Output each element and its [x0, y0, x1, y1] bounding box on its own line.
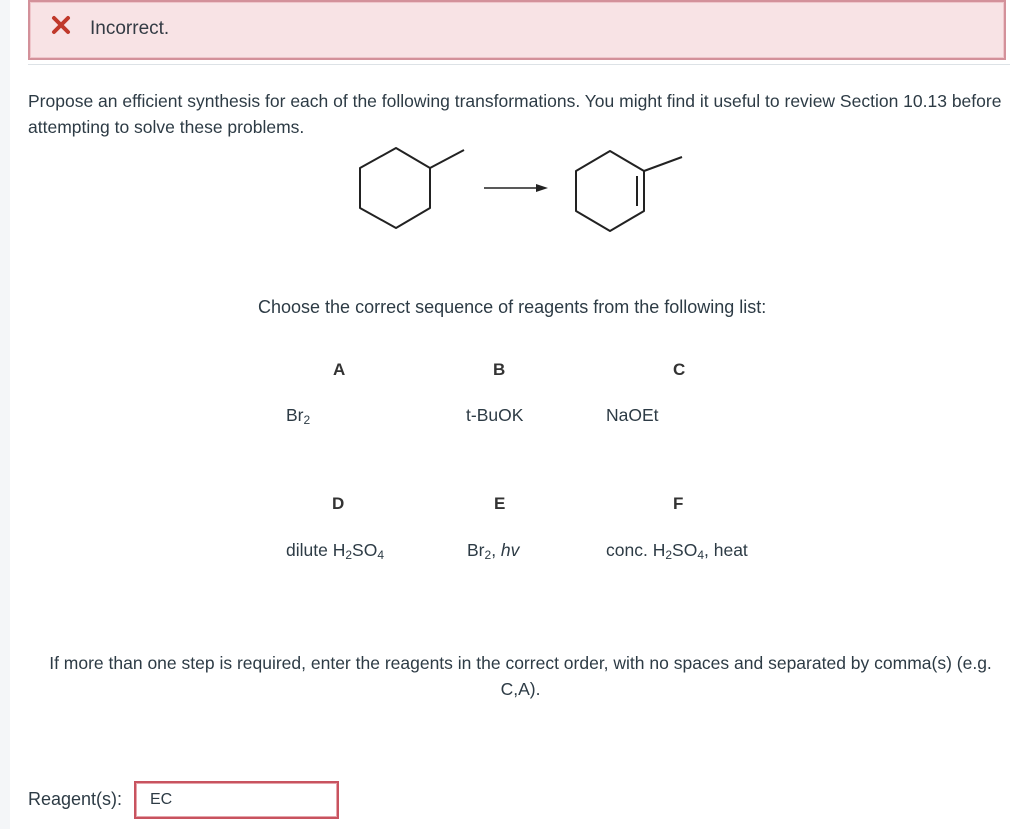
reagent-letter-e: E [494, 494, 506, 513]
arrow-head [536, 184, 548, 192]
left-margin [0, 0, 10, 829]
choose-prompt: Choose the correct sequence of reagents from the following list: [258, 297, 767, 317]
reagent-letter-a: A [333, 360, 346, 379]
reagent-letter-f: F [673, 494, 684, 513]
reagent-b: t-BuOK [466, 405, 524, 425]
cyclohexane-ring [360, 148, 430, 228]
methyl-bond-product [644, 157, 682, 171]
incorrect-alert [28, 0, 1006, 60]
alert-message: Incorrect. [90, 18, 170, 39]
reagent-d: dilute $H_2SO_4$ [286, 540, 385, 562]
reagent-e: $Br_2$, hv [467, 540, 520, 562]
reagent-letter-d: D [332, 494, 345, 513]
reagent-input-label: Reagent(s): [28, 789, 123, 809]
reagent-letter-b: B [493, 360, 506, 379]
question-text: Propose an efficient synthesis for each of the following transformations. You might find it useful to review Section 10.13 before attempting to solve these problems. [28, 91, 1002, 137]
instructions: If more than one step is required, enter the reagents in the correct order, with no spaces and separated by comma(s) (e.g. C,A). [49, 653, 992, 699]
reaction-scheme [340, 140, 700, 250]
reagent-a: $Br_2$ [286, 405, 311, 427]
reagent-letter-c: C [673, 360, 686, 379]
divider [28, 64, 1010, 65]
reagent-input[interactable] [134, 781, 339, 819]
cyclohexene-ring [576, 151, 644, 231]
reagent-f: conc. $H_2SO_4$, heat [606, 540, 748, 562]
x-icon [50, 14, 72, 36]
reagent-c: NaOEt [606, 405, 659, 425]
methyl-bond [430, 150, 464, 168]
